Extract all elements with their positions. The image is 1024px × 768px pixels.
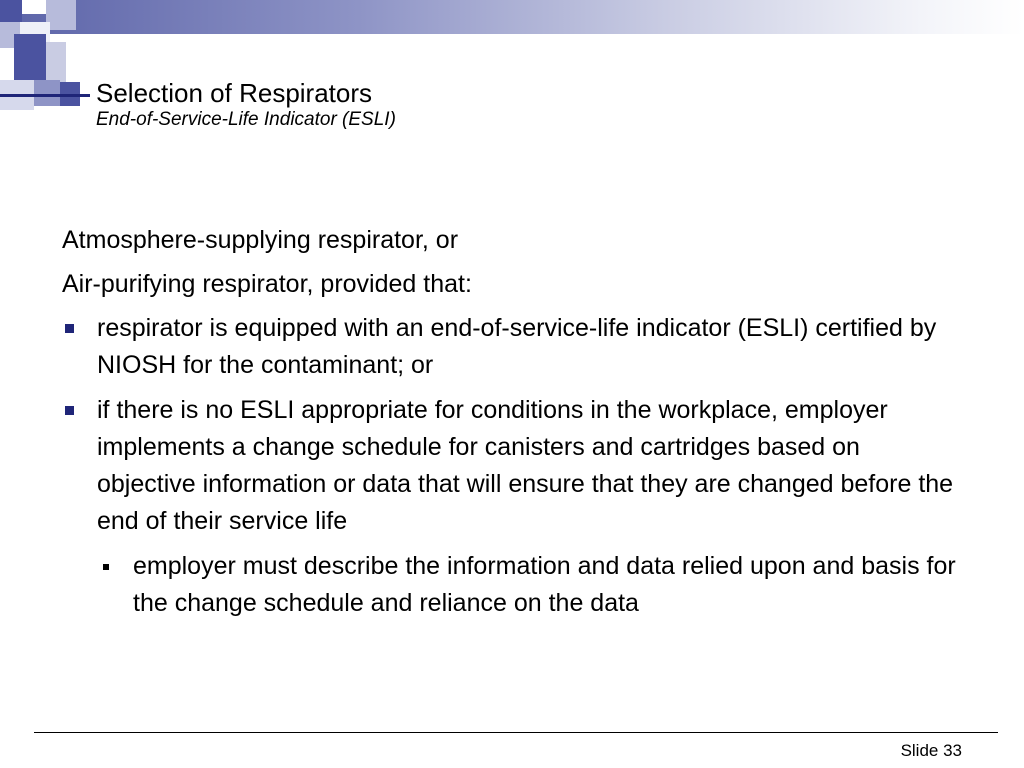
slide-title: Selection of Respirators xyxy=(96,78,373,108)
square-bullet-icon xyxy=(65,324,74,333)
body-line-2: Air-purifying respirator, provided that: xyxy=(62,270,472,298)
sub-bullet-item xyxy=(62,548,962,622)
decor-square xyxy=(34,80,60,106)
square-bullet-icon xyxy=(65,406,74,415)
body-line-1: Atmosphere-supplying respirator, or xyxy=(62,226,459,254)
slide-number: Slide 33 xyxy=(900,741,962,760)
sub-bullet-text: employer must describe the information and data relied upon and basis for the change schedule and reliance on the data xyxy=(133,552,956,617)
footer-divider xyxy=(34,732,998,733)
decor-square xyxy=(46,0,76,30)
small-square-bullet-icon xyxy=(103,564,109,570)
bullet-item xyxy=(62,392,962,540)
header-gradient-band xyxy=(0,0,1024,34)
slide-subtitle: End-of-Service-Life Indicator (ESLI) xyxy=(96,109,396,130)
decor-square xyxy=(46,42,66,82)
bullet-text: respirator is equipped with an end-of-service-life indicator (ESLI) certified by NIOSH for the contaminant; or xyxy=(97,314,937,379)
decor-square xyxy=(0,0,22,22)
bullet-item xyxy=(62,310,962,384)
slide-body xyxy=(62,222,962,622)
decor-square xyxy=(14,34,46,80)
title-block xyxy=(96,78,396,132)
decor-square xyxy=(22,0,46,14)
title-accent-rule xyxy=(0,94,90,97)
bullet-text: if there is no ESLI appropriate for conditions in the workplace, employer implements a change schedule for canisters and cartridges based on objective information or data that will ensure that they are changed before the end of their service life xyxy=(97,396,954,535)
